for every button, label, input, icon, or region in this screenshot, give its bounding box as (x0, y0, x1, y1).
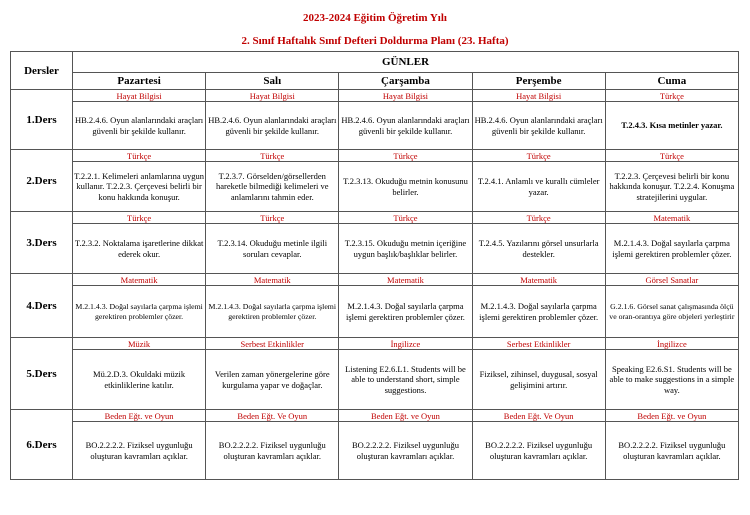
subject-label: Beden Eğt. Ve Oyun (206, 410, 339, 422)
subject-label: Hayat Bilgisi (73, 90, 206, 102)
subject-label: Türkçe (472, 212, 605, 224)
subject-label: Türkçe (605, 90, 738, 102)
subject-label: Türkçe (605, 150, 738, 162)
subject-row (11, 90, 739, 102)
subject-label: Türkçe (206, 212, 339, 224)
subject-row (11, 150, 739, 162)
outcome-text: T.2.3.14. Okuduğu metinle ilgili soruları cevaplar. (206, 224, 339, 274)
page-title: 2023-2024 Eğitim Öğretim Yılı (303, 12, 447, 24)
subject-label: Türkçe (206, 150, 339, 162)
outcome-text: HB.2.4.6. Oyun alanlarındaki araçları güvenli bir şekilde kullanır. (339, 102, 472, 150)
subject-row (11, 338, 739, 350)
outcome-text: M.2.1.4.3. Doğal sayılarla çarpma işlemi gerektiren problemler çözer. (73, 286, 206, 338)
subject-label: İngilizce (605, 338, 738, 350)
subject-label: Matematik (73, 274, 206, 286)
subject-label: Hayat Bilgisi (472, 90, 605, 102)
subject-label: Hayat Bilgisi (206, 90, 339, 102)
subject-label: Beden Eğt. ve Oyun (605, 410, 738, 422)
subject-label: Matematik (206, 274, 339, 286)
outcome-text: G.2.1.6. Görsel sanat çalışmasında ölçü ve oran-orantıya göre objeleri yerleştirir (605, 286, 738, 338)
lesson-label: 5.Ders (11, 338, 73, 410)
outcome-text: BO.2.2.2.2. Fiziksel uygunluğu oluşturan kavramları açıklar. (472, 422, 605, 480)
outcome-text: Fiziksel, zihinsel, duygusal, sosyal gelişimini artırır. (472, 350, 605, 410)
subject-row (11, 212, 739, 224)
subject-label: Matematik (472, 274, 605, 286)
outcome-row (11, 224, 739, 274)
day-header-thursday: Perşembe (472, 73, 605, 90)
subject-label: Beden Eğt. ve Oyun (73, 410, 206, 422)
outcome-text: HB.2.4.6. Oyun alanlarındaki araçları güvenli bir şekilde kullanır. (73, 102, 206, 150)
subject-label: Serbest Etkinlikler (472, 338, 605, 350)
subject-label: Beden Eğt. Ve Oyun (472, 410, 605, 422)
outcome-text: Mü.2.D.3. Okuldaki müzik etkinliklerine katılır. (73, 350, 206, 410)
subject-label: İngilizce (339, 338, 472, 350)
outcome-row (11, 162, 739, 212)
lessons-header: Dersler (11, 52, 73, 90)
outcome-text: BO.2.2.2.2. Fiziksel uygunluğu oluşturan kavramları açıklar. (605, 422, 738, 480)
subject-row (11, 410, 739, 422)
subject-label: Türkçe (73, 150, 206, 162)
outcome-text: T.2.3.2. Noktalama işaretlerine dikkat ederek okur. (73, 224, 206, 274)
outcome-text: T.2.3.13. Okuduğu metnin konusunu belirler. (339, 162, 472, 212)
subject-label: Hayat Bilgisi (339, 90, 472, 102)
outcome-text: M.2.1.4.3. Doğal sayılarla çarpma işlemi gerektiren problemler çözer. (339, 286, 472, 338)
outcome-text: M.2.1.4.3. Doğal sayılarla çarpma işlemi gerektiren problemler çözer. (206, 286, 339, 338)
subject-label: Türkçe (73, 212, 206, 224)
page-subtitle: 2. Sınıf Haftalık Sınıf Defteri Doldurma Planı (23. Hafta) (241, 35, 509, 47)
subject-label: Görsel Sanatlar (605, 274, 738, 286)
outcome-text: M.2.1.4.3. Doğal sayılarla çarpma işlemi gerektiren problemler çözer. (605, 224, 738, 274)
outcome-text: T.2.2.3. Çerçevesi belirli bir konu hakkında konuşur. T.2.2.4. Konuşma stratejilerini uygular. (605, 162, 738, 212)
subject-label: Türkçe (339, 150, 472, 162)
lesson-label: 4.Ders (11, 274, 73, 338)
day-header-wednesday: Çarşamba (339, 73, 472, 90)
subject-label: Matematik (605, 212, 738, 224)
lesson-label: 2.Ders (11, 150, 73, 212)
day-header-tuesday: Salı (206, 73, 339, 90)
outcome-text: HB.2.4.6. Oyun alanlarındaki araçları güvenli bir şekilde kullanır. (206, 102, 339, 150)
days-header: GÜNLER (73, 52, 739, 73)
day-header-friday: Cuma (605, 73, 738, 90)
lesson-label: 1.Ders (11, 90, 73, 150)
weekly-plan-table (10, 51, 739, 480)
outcome-row (11, 350, 739, 410)
day-header-monday: Pazartesi (73, 73, 206, 90)
subject-row (11, 274, 739, 286)
outcome-text: BO.2.2.2.2. Fiziksel uygunluğu oluşturan kavramları açıklar. (73, 422, 206, 480)
outcome-text: BO.2.2.2.2. Fiziksel uygunluğu oluşturan kavramları açıklar. (339, 422, 472, 480)
outcome-text: M.2.1.4.3. Doğal sayılarla çarpma işlemi gerektiren problemler çözer. (472, 286, 605, 338)
outcome-text: T.2.3.15. Okuduğu metnin içeriğine uygun başlık/başlıklar belirler. (339, 224, 472, 274)
outcome-text: T.2.4.3. Kısa metinler yazar. (605, 102, 738, 150)
outcome-text: T.2.2.1. Kelimeleri anlamlarına uygun kullanır. T.2.2.3. Çerçevesi belirli bir konu hakkında konuşur. (73, 162, 206, 212)
subject-label: Matematik (339, 274, 472, 286)
outcome-text: HB.2.4.6. Oyun alanlarındaki araçları güvenli bir şekilde kullanır. (472, 102, 605, 150)
subject-label: Müzik (73, 338, 206, 350)
lesson-label: 6.Ders (11, 410, 73, 480)
outcome-text: Speaking E2.6.S1. Students will be able to make suggestions in a simple way. (605, 350, 738, 410)
outcome-text: T.2.4.5. Yazılarını görsel unsurlarla destekler. (472, 224, 605, 274)
lesson-label: 3.Ders (11, 212, 73, 274)
subject-label: Türkçe (339, 212, 472, 224)
subject-label: Türkçe (472, 150, 605, 162)
subject-label: Beden Eğt. ve Oyun (339, 410, 472, 422)
subject-label: Serbest Etkinlikler (206, 338, 339, 350)
outcome-text: T.2.3.7. Görselden/görsellerden hareketle bilmediği kelimeleri ve anlamlarını tahmin eder. (206, 162, 339, 212)
outcome-text: BO.2.2.2.2. Fiziksel uygunluğu oluşturan kavramları açıklar. (206, 422, 339, 480)
outcome-row (11, 286, 739, 338)
outcome-row (11, 422, 739, 480)
outcome-text: Verilen zaman yönergelerine göre kurgulama yapar ve doğaçlar. (206, 350, 339, 410)
outcome-row (11, 102, 739, 150)
outcome-text: T.2.4.1. Anlamlı ve kurallı cümleler yazar. (472, 162, 605, 212)
outcome-text: Listening E2.6.L1. Students will be able to understand short, simple suggestions. (339, 350, 472, 410)
